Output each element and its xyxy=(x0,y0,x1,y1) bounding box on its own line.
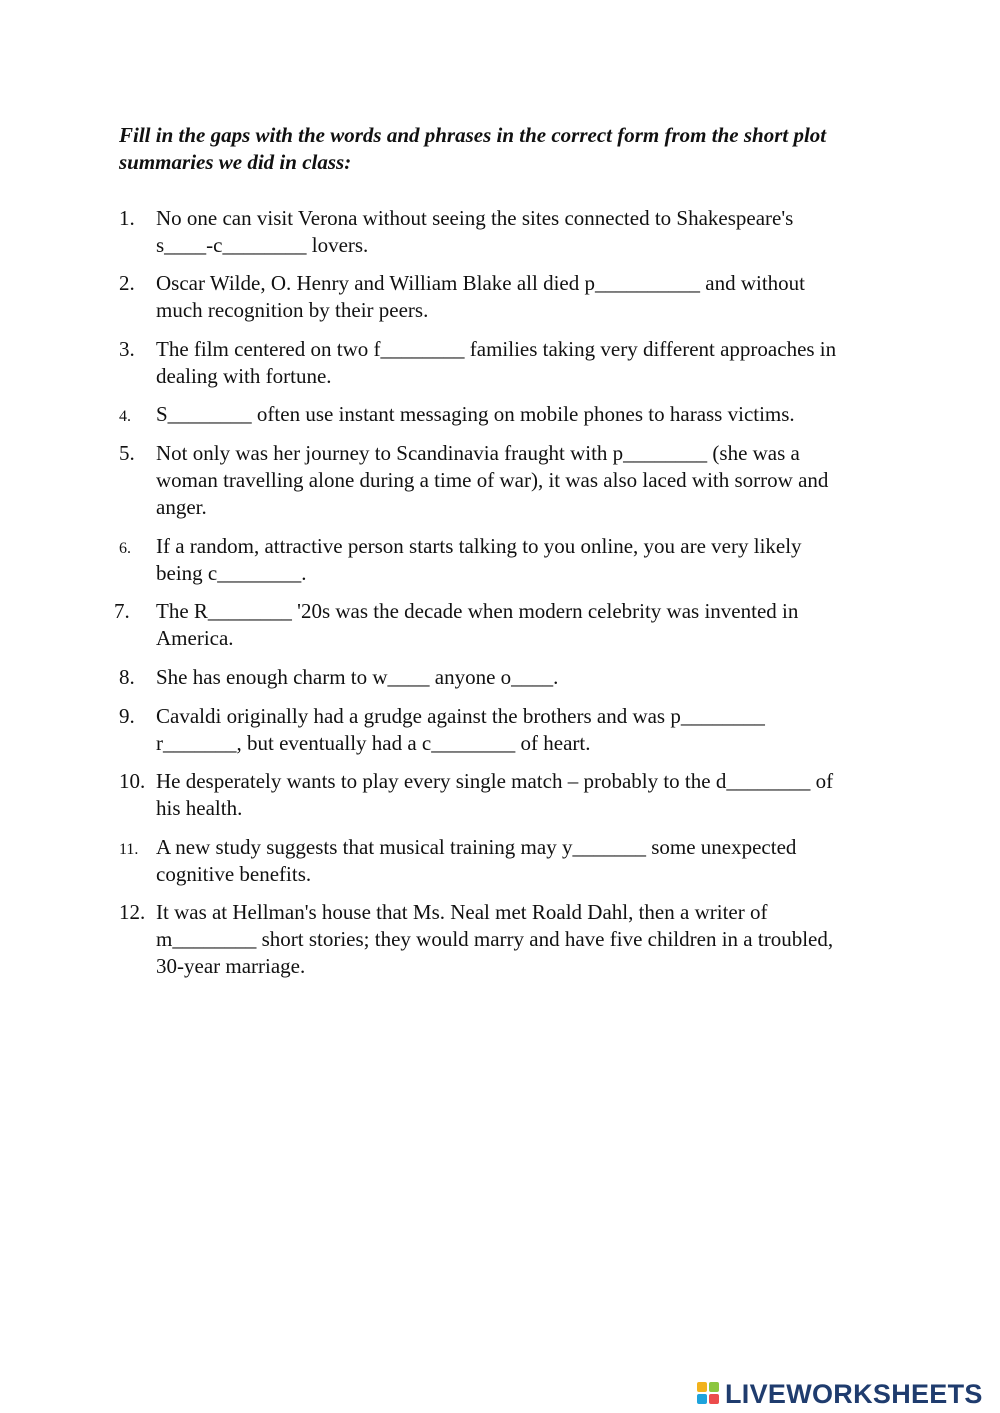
logo-text: LIVEWORKSHEETS xyxy=(725,1378,983,1409)
question-text: A new study suggests that musical training may y_______ some unexpected cognitive benefits. xyxy=(156,835,797,886)
question-number: 12. xyxy=(119,900,146,924)
question-number: 1. xyxy=(119,206,135,230)
question-text: She has enough charm to w____ anyone o____. xyxy=(156,665,559,689)
question-number: 2. xyxy=(119,271,135,295)
question-number: 7. xyxy=(114,599,130,623)
question-text: The R________ '20s was the decade when modern celebrity was invented in America. xyxy=(156,599,799,650)
question-number: 9. xyxy=(119,704,135,728)
question-text: Not only was her journey to Scandinavia fraught with p________ (she was a woman travelling alone during a time of war), it was also laced with sorrow and anger. xyxy=(156,441,829,519)
question-text: S________ often use instant messaging on mobile phones to harass victims. xyxy=(156,402,795,426)
question-text: He desperately wants to play every single match – probably to the d________ of his health. xyxy=(156,769,834,820)
question-text: The film centered on two f________ families taking very different approaches in dealing with fortune. xyxy=(156,337,837,388)
question-number: 10. xyxy=(119,769,146,793)
question-text: If a random, attractive person starts talking to you online, you are very likely being c________. xyxy=(156,534,802,585)
question-number: 11. xyxy=(119,841,139,858)
question-text: No one can visit Verona without seeing the sites connected to Shakespeare's s____-c________ lovers. xyxy=(156,206,794,257)
instructions-heading: Fill in the gaps with the words and phrases in the correct form from the short plot summaries we did in class: xyxy=(119,123,827,174)
question-text: Cavaldi originally had a grudge against the brothers and was p________ r_______, but eventually had a c________ of heart. xyxy=(156,704,765,755)
question-text: Oscar Wilde, O. Henry and William Blake all died p__________ and without much recognition by their peers. xyxy=(156,271,805,322)
question-number: 4. xyxy=(119,408,131,425)
question-number: 3. xyxy=(119,337,135,361)
liveworksheets-logo xyxy=(697,1379,983,1409)
question-number: 8. xyxy=(119,665,135,689)
question-text: It was at Hellman's house that Ms. Neal met Roald Dahl, then a writer of m________ short stories; they would marry and have five children in a troubled, 30-year marriage. xyxy=(156,900,834,978)
liveworksheets-logo-icon xyxy=(697,1382,721,1406)
question-number: 6. xyxy=(119,540,131,557)
question-number: 5. xyxy=(119,441,135,465)
